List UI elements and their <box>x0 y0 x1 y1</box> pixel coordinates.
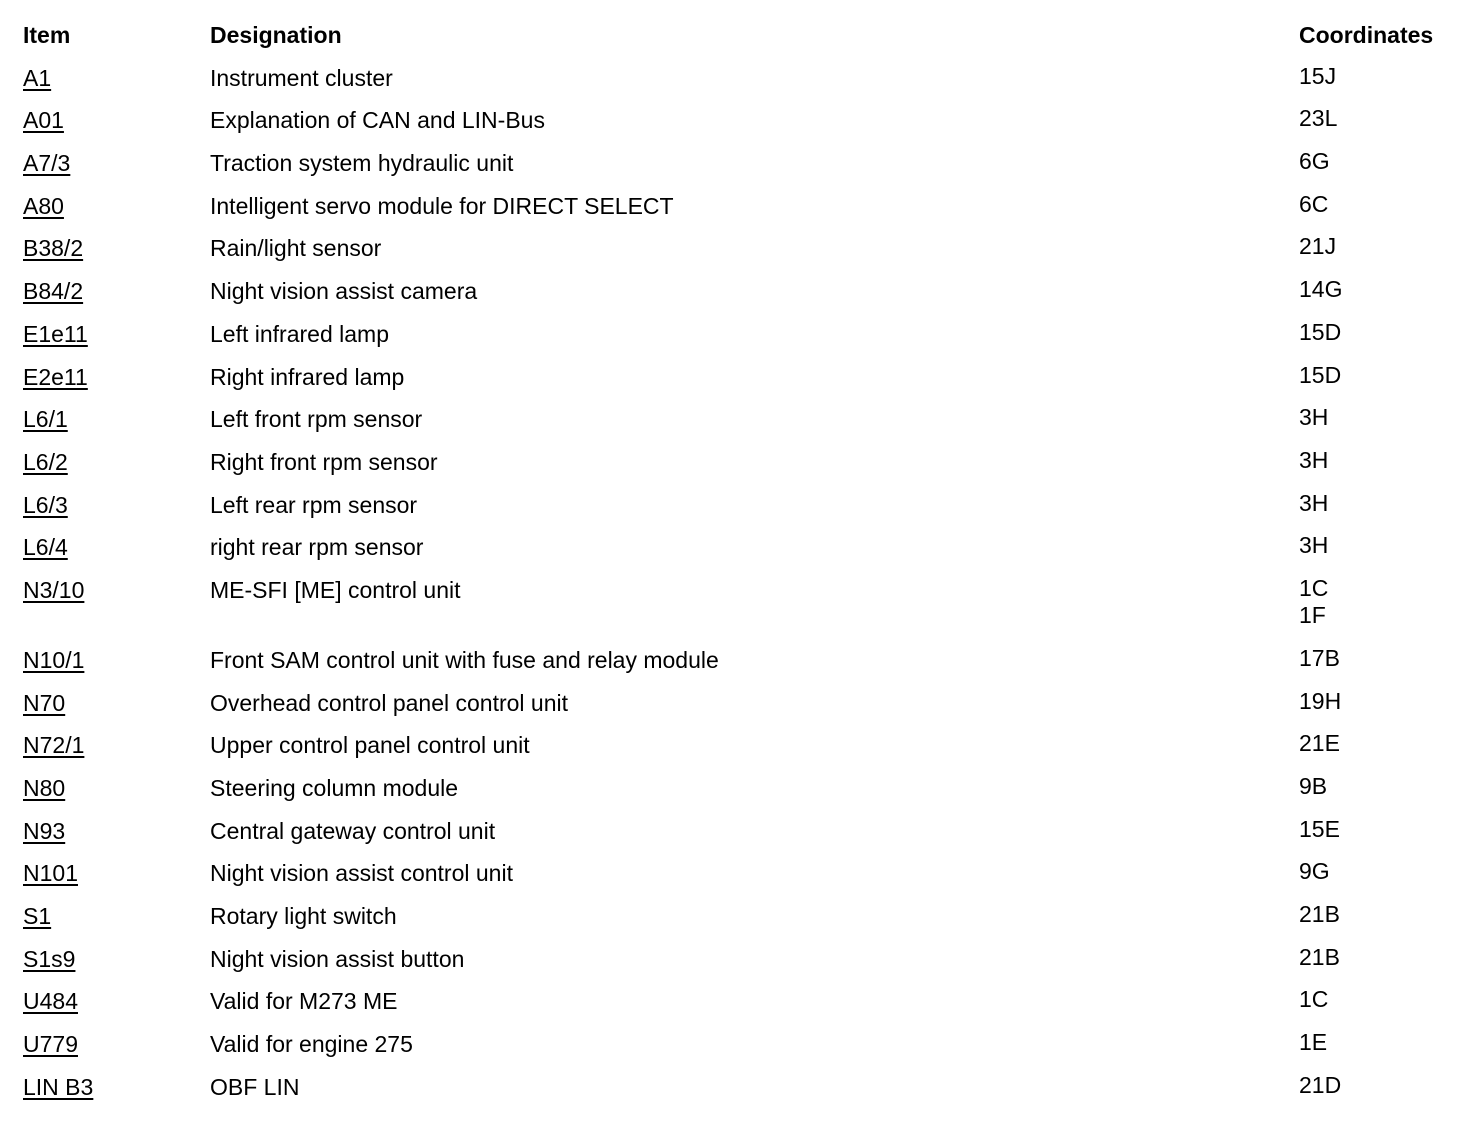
designation-text: OBF LIN <box>210 1073 300 1100</box>
item-link[interactable]: E2e11 <box>23 363 88 390</box>
table-row <box>23 233 1463 276</box>
coordinate-value: 6G <box>1299 148 1330 175</box>
coordinates-cell <box>1299 773 1327 800</box>
coordinate-value: 21B <box>1299 901 1340 928</box>
table-row <box>23 858 1463 901</box>
table-row <box>23 404 1463 447</box>
coordinate-value: 15D <box>1299 318 1342 345</box>
item-link[interactable]: A01 <box>23 107 64 134</box>
item-link[interactable]: B84/2 <box>23 278 84 305</box>
table-row <box>23 105 1463 148</box>
coordinates-cell <box>1299 233 1336 260</box>
coordinates-cell <box>1299 1029 1327 1056</box>
designation-text: Front SAM control unit with fuse and relay module <box>210 646 719 673</box>
item-link[interactable]: L6/3 <box>23 491 68 518</box>
designation-text: Overhead control panel control unit <box>210 689 568 716</box>
coordinates-cell <box>1299 63 1336 90</box>
item-link[interactable]: S1 <box>23 903 52 930</box>
coordinate-value: 21B <box>1299 943 1340 970</box>
column-header-designation: Designation <box>210 22 342 48</box>
table-row <box>23 362 1463 405</box>
coordinate-value: 15E <box>1299 815 1340 842</box>
item-link[interactable]: A7/3 <box>23 150 71 177</box>
designation-text: Left rear rpm sensor <box>210 491 418 518</box>
coordinate-value: 6C <box>1299 190 1329 217</box>
table-row <box>23 148 1463 191</box>
coordinates-cell <box>1299 532 1328 559</box>
designation-text: Right infrared lamp <box>210 363 405 390</box>
coordinate-value: 17B <box>1299 644 1340 671</box>
column-header-item: Item <box>23 22 71 48</box>
designation-text: Traction system hydraulic unit <box>210 150 514 177</box>
table-row <box>23 575 1463 645</box>
coordinates-cell <box>1299 276 1342 303</box>
coordinates-cell <box>1299 986 1328 1013</box>
designation-text: Instrument cluster <box>210 64 393 91</box>
designation-text: Rotary light switch <box>210 903 397 930</box>
item-link[interactable]: N93 <box>23 817 66 844</box>
item-link[interactable]: U779 <box>23 1031 78 1058</box>
designation-text: Night vision assist button <box>210 945 465 972</box>
item-link[interactable]: A80 <box>23 192 64 219</box>
item-link[interactable]: U484 <box>23 988 78 1015</box>
coordinate-value: 3H <box>1299 404 1329 431</box>
designation-text: Explanation of CAN and LIN-Bus <box>210 107 545 134</box>
designation-text: ME-SFI [ME] control unit <box>210 576 461 603</box>
item-link[interactable]: B38/2 <box>23 235 84 262</box>
table-row <box>23 944 1463 987</box>
coordinate-value: 1E <box>1299 1029 1328 1056</box>
item-link[interactable]: L6/1 <box>23 406 68 433</box>
designation-text: Upper control panel control unit <box>210 732 530 759</box>
coordinate-value: 14G <box>1299 276 1343 303</box>
coordinate-value: 15D <box>1299 361 1342 388</box>
table-row <box>23 688 1463 731</box>
coordinates-cell <box>1299 362 1341 389</box>
coordinate-value: 21E <box>1299 730 1340 757</box>
designation-text: Night vision assist camera <box>210 278 478 305</box>
designation-text: Valid for M273 ME <box>210 988 398 1015</box>
table-row <box>23 490 1463 533</box>
coordinates-cell <box>1299 490 1328 517</box>
designation-text: Valid for engine 275 <box>210 1031 413 1058</box>
coordinate-value: 21J <box>1299 233 1337 260</box>
table-row <box>23 986 1463 1029</box>
item-link[interactable]: N70 <box>23 689 66 716</box>
item-link[interactable]: S1s9 <box>23 945 76 972</box>
table-row <box>23 816 1463 859</box>
table-row <box>23 532 1463 575</box>
coordinate-value: 1F <box>1299 601 1326 628</box>
table-row <box>23 901 1463 944</box>
coordinate-value: 15J <box>1299 62 1337 89</box>
component-legend-table <box>23 20 1463 1115</box>
coordinates-cell <box>1299 901 1340 928</box>
table-row <box>23 63 1463 106</box>
coordinates-cell <box>1299 105 1337 132</box>
coordinate-value: 3H <box>1299 532 1329 559</box>
coordinates-cell <box>1299 148 1330 175</box>
coordinates-cell <box>1299 575 1328 629</box>
designation-text: Left infrared lamp <box>210 320 389 347</box>
table-body <box>23 63 1463 1115</box>
item-link[interactable]: N3/10 <box>23 576 85 603</box>
coordinates-cell <box>1299 191 1328 218</box>
item-link[interactable]: A1 <box>23 64 52 91</box>
coordinates-cell <box>1299 816 1340 843</box>
designation-text: right rear rpm sensor <box>210 534 424 561</box>
item-link[interactable]: N10/1 <box>23 646 85 673</box>
item-link[interactable]: N72/1 <box>23 732 85 759</box>
table-row <box>23 276 1463 319</box>
coordinates-cell <box>1299 319 1341 346</box>
coordinates-cell <box>1299 858 1330 885</box>
coordinates-cell <box>1299 730 1340 757</box>
item-link[interactable]: LIN B3 <box>23 1073 94 1100</box>
coordinates-cell <box>1299 1072 1341 1099</box>
designation-text: Intelligent servo module for DIRECT SELECT <box>210 192 674 219</box>
coordinate-value: 1C <box>1299 986 1329 1013</box>
coordinate-value: 9B <box>1299 773 1328 799</box>
coordinate-value: 3H <box>1299 489 1329 516</box>
item-link[interactable]: L6/4 <box>23 534 68 561</box>
item-link[interactable]: L6/2 <box>23 448 68 475</box>
item-link[interactable]: E1e11 <box>23 320 88 347</box>
coordinate-value: 21D <box>1299 1071 1342 1098</box>
coordinates-cell <box>1299 944 1340 971</box>
coordinate-value: 19H <box>1299 687 1342 714</box>
designation-text: Night vision assist control unit <box>210 860 513 887</box>
table-row <box>23 191 1463 234</box>
coordinates-cell <box>1299 447 1328 474</box>
item-link[interactable]: N80 <box>23 775 66 801</box>
table-row <box>23 730 1463 773</box>
designation-text: Central gateway control unit <box>210 817 496 844</box>
coordinate-value: 23L <box>1299 105 1338 132</box>
item-link[interactable]: N101 <box>23 860 78 887</box>
table-header-row <box>23 20 1463 63</box>
designation-text: Right front rpm sensor <box>210 448 438 475</box>
coordinate-value: 9G <box>1299 858 1330 885</box>
coordinate-value: 1C <box>1299 574 1329 601</box>
table-row <box>23 645 1463 688</box>
coordinates-cell <box>1299 645 1340 672</box>
coordinates-cell <box>1299 404 1328 431</box>
table-row <box>23 319 1463 362</box>
coordinate-value: 3H <box>1299 446 1329 473</box>
designation-text: Steering column module <box>210 775 459 801</box>
table-row <box>23 447 1463 490</box>
table-row <box>23 773 1463 816</box>
coordinates-cell <box>1299 688 1341 715</box>
designation-text: Rain/light sensor <box>210 235 382 262</box>
column-header-coordinates: Coordinates <box>1299 22 1434 48</box>
designation-text: Left front rpm sensor <box>210 406 423 433</box>
table-row <box>23 1072 1463 1115</box>
table-row <box>23 1029 1463 1072</box>
